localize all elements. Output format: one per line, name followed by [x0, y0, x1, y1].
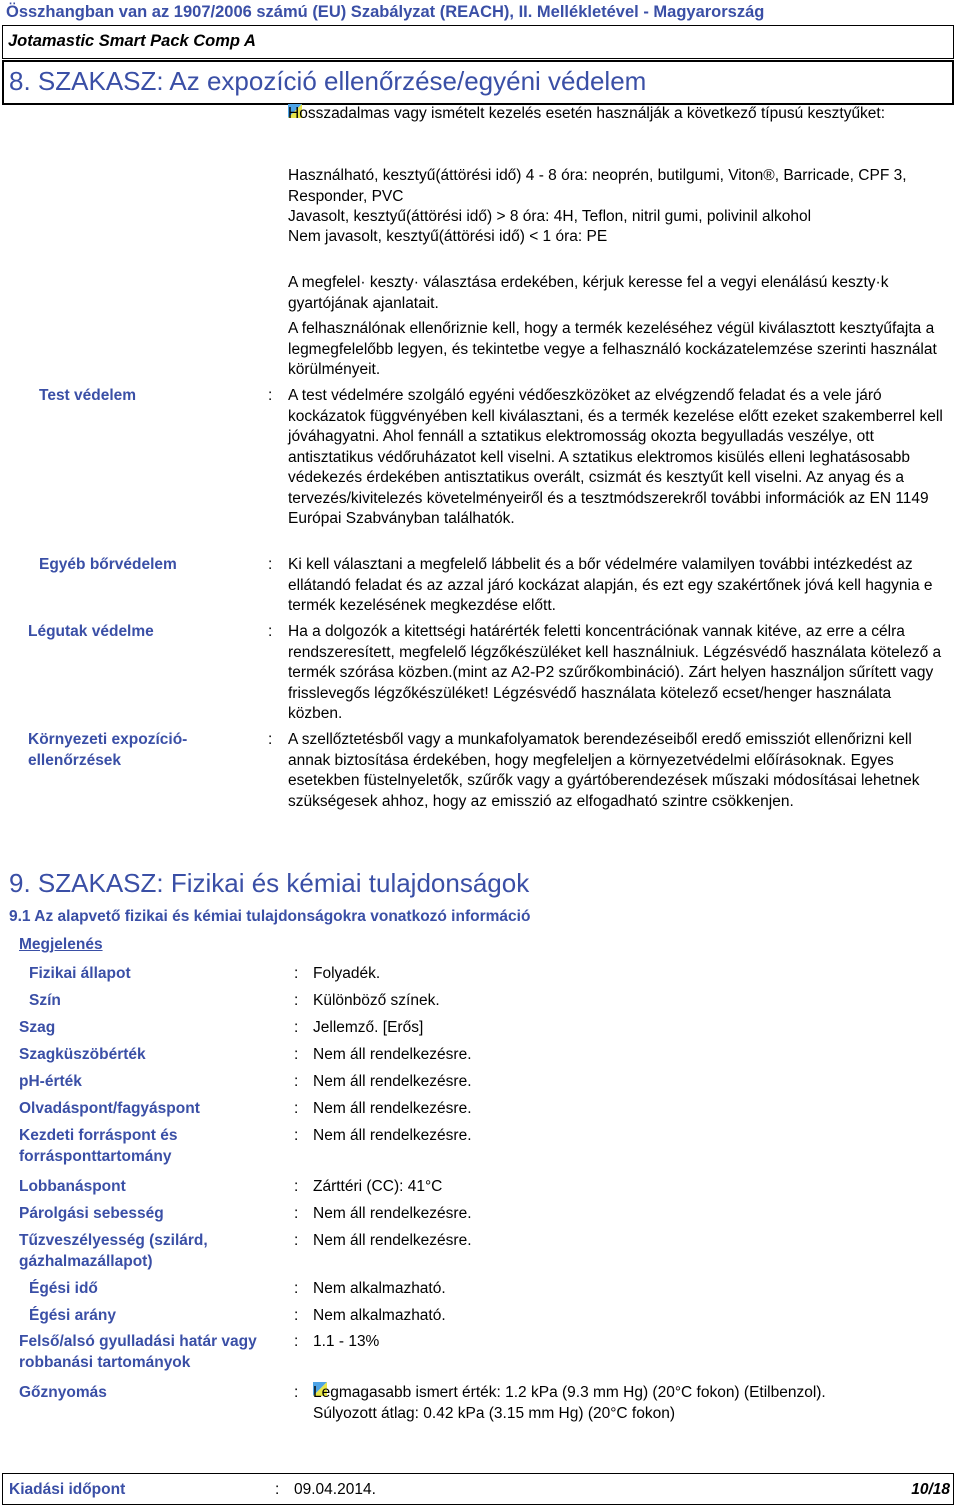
colon: :: [268, 556, 273, 573]
page-number: 10/18: [911, 1481, 950, 1498]
property-label: Fizikai állapot: [29, 965, 131, 982]
property-value: Nem áll rendelkezésre.: [313, 1205, 472, 1222]
gloves-usable: Használható, kesztyű(áttörési idő) 4 - 8 óra: neoprén, butilgumi, Viton®, Barricade, CPF 3, Responder, PVC: [288, 167, 907, 205]
property-label: Gőznyomás: [19, 1384, 107, 1401]
product-name: Jotamastic Smart Pack Comp A: [8, 32, 256, 50]
colon: :: [294, 1333, 299, 1350]
gloves-not-recommended: Nem javasolt, kesztyű(áttörési idő) < 1 óra: PE: [288, 228, 608, 245]
property-value: Jellemző. [Erős]: [313, 1019, 424, 1036]
section9-subtitle: 9.1 Az alapvető fizikai és kémiai tulajdonságokra vonatkozó információ: [9, 908, 531, 925]
property-value: Különböző színek.: [313, 992, 440, 1009]
colon: :: [294, 1046, 299, 1063]
colon: :: [294, 1127, 299, 1144]
property-label: Olvadáspont/fagyáspont: [19, 1100, 200, 1117]
issue-date-value: 09.04.2014.: [294, 1481, 376, 1498]
other-skin-protection-label: Egyéb bőrvédelem: [39, 556, 177, 573]
colon: :: [268, 731, 273, 748]
property-label: Felső/alsó gyulladási határ vagy robbanási tartományok: [19, 1333, 257, 1371]
property-value-line2: Súlyozott átlag: 0.42 kPa (3.15 mm Hg) (20°C fokon): [313, 1405, 676, 1422]
environmental-exposure-text: A szellőztetésből vagy a munkafolyamatok berendezéseiből eredő emissziót ellenőrizni kell annak biztosítása érdekében, hogy megfeleljen a környezetvédelmi előírásoknak. Egyes esetekben füstelnyeletők, szűrők vagy a gyártóberendezések műszaki módosításai lehetnek szükségesek ahhoz, hogy az emisszió az elfogadható szintre csökkenjen.: [288, 731, 920, 810]
gloves-recommended: Javasolt, kesztyű(áttörési idő) > 8 óra: 4H, Teflon, nitril gumi, polivinil alkohol: [288, 208, 812, 225]
regulation-title: Összhangban van az 1907/2006 számú (EU) Szabályzat (REACH), II. Mellékletével - Magyarország: [6, 3, 765, 21]
property-value: Legmagasabb ismert érték: 1.2 kPa (9.3 mm Hg) (20°C fokon) (Etilbenzol).: [313, 1384, 826, 1401]
colon: :: [294, 1280, 299, 1297]
appearance-heading: Megjelenés: [19, 936, 103, 953]
property-value: Nem alkalmazható.: [313, 1307, 446, 1324]
colon: :: [294, 1178, 299, 1195]
section8-title: 8. SZAKASZ: Az expozíció ellenőrzése/egyéni védelem: [9, 66, 647, 96]
gloves-choice: A megfelel· keszty· választása erdekében, kérjuk keresse fel a vegyi elenálású keszty·k gyartójának ajanlatait.: [288, 274, 889, 312]
property-label: Szín: [29, 992, 61, 1009]
property-value: Zárttéri (CC): 41°C: [313, 1178, 443, 1195]
colon: :: [268, 623, 273, 640]
colon: :: [294, 992, 299, 1009]
respiratory-protection-text: Ha a dolgozók a kitettségi határérték feletti koncentrációnak vannak kitéve, az erre a célra rendszeresített, megfelelő légzőkészüléket kell használniuk. Légzésvédő használata kötelező a termék szórása közben.(mint az A2-P2 szűrőkombináció). Zárt helyen használjon sűrített vagy frisslevegős légzőkészüléket! Légzésvédő használata kötelező ecset/henger használata közben.: [288, 623, 942, 722]
property-label: Szag: [19, 1019, 56, 1036]
property-label: Tűzveszélyesség (szilárd, gázhalmazállapot): [19, 1232, 208, 1270]
property-value: Nem áll rendelkezésre.: [313, 1073, 472, 1090]
property-value: Nem áll rendelkezésre.: [313, 1046, 472, 1063]
property-label: Égési idő: [29, 1280, 98, 1297]
body-protection-label: Test védelem: [39, 387, 137, 404]
property-value: 1.1 - 13%: [313, 1333, 380, 1350]
colon: :: [294, 1100, 299, 1117]
colon: :: [275, 1481, 280, 1498]
property-value: Nem áll rendelkezésre.: [313, 1127, 472, 1144]
property-label: Párolgási sebesség: [19, 1205, 164, 1222]
colon: :: [294, 1073, 299, 1090]
property-label: pH-érték: [19, 1073, 82, 1090]
property-label: Kezdeti forráspont és forrásponttartomány: [19, 1127, 178, 1165]
property-value: Nem áll rendelkezésre.: [313, 1100, 472, 1117]
colon: :: [294, 1019, 299, 1036]
property-value: Nem áll rendelkezésre.: [313, 1232, 472, 1249]
colon: :: [294, 1232, 299, 1249]
property-value: Nem alkalmazható.: [313, 1280, 446, 1297]
property-value: Folyadék.: [313, 965, 381, 982]
colon: :: [294, 1307, 299, 1324]
footer-box: [2, 1473, 954, 1505]
gloves-intro: Hosszadalmas vagy ismételt kezelés esetén használják a következő típusú kesztyűket:: [288, 105, 886, 122]
issue-date-label: Kiadási időpont: [9, 1481, 126, 1498]
property-label: Szagküszöbérték: [19, 1046, 146, 1063]
gloves-user-check: A felhasználónak ellenőriznie kell, hogy a termék kezeléséhez végül kiválasztott kesztyűfajta a legmegfelelőbb legyen, és tekintetbe vegye a felhasználó kockázatelemzése szerinti használat körülményeit.: [288, 320, 937, 378]
other-skin-protection-text: Ki kell választani a megfelelő lábbelit és a bőr védelmére valamilyen további intézkedést az ellátandó feladat és az azzal járó kockázat alapján, és ezt egy szakértőnek jóvá kell hagynia e termék kezelésének megkezdése előtt.: [288, 556, 933, 614]
colon: :: [294, 1205, 299, 1222]
body-protection-text: A test védelmére szolgáló egyéni védőeszközöket az elvégzendő feladat és a vele járó kockázatok függvényében kell kiválasztani, és a termék kezelése előtt ezeket szakemberrel kell jóváhagyatni. Ahol fennáll a sztatikus elektromosság okozta begyulladás veszélye, ott antisztatikus védőruházatot kell viselni. A sztatikus elektromos kisülés elleni leghatásosabb védekezés érdekében antisztatikus overált, csizmát és kesztyűt kell viselni. Az anyag és a tervezés/kivitelezés követelményeiről és a tesztmódszerekről további információk az EN 1149 Európai Szabványban találhatók.: [288, 387, 943, 527]
colon: :: [294, 1384, 299, 1401]
property-label: Égési arány: [29, 1307, 117, 1324]
section9-title: 9. SZAKASZ: Fizikai és kémiai tulajdonságok: [9, 868, 530, 898]
property-label: Lobbanáspont: [19, 1178, 126, 1195]
colon: :: [294, 965, 299, 982]
respiratory-protection-label: Légutak védelme: [28, 623, 154, 640]
environmental-exposure-label: Környezeti expozíció-ellenőrzések: [28, 731, 188, 769]
colon: :: [268, 387, 273, 404]
